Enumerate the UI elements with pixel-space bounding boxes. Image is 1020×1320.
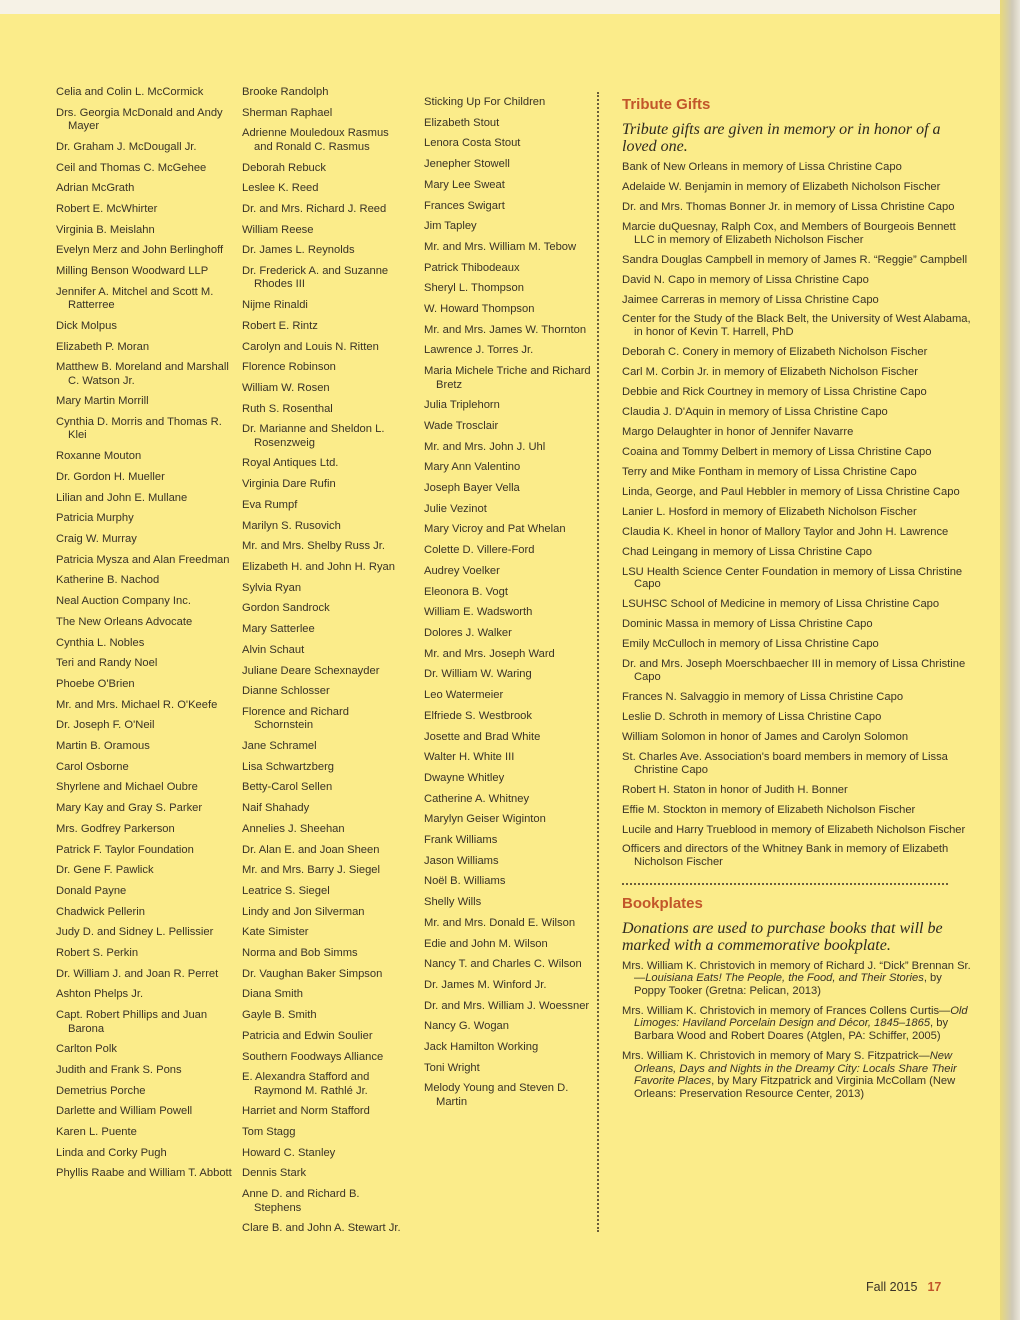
list-item: Nijme Rinaldi [242,299,308,312]
list-item: Eleonora B. Vogt [424,585,508,598]
list-item: David N. Capo in memory of Lissa Christine Capo [622,273,869,286]
list-item: Elizabeth P. Moran [56,340,150,353]
list-item: Virginia B. Meislahn [56,223,155,236]
list-item: Wade Trosclair [424,419,499,432]
list-item: Mr. and Mrs. Joseph Ward [424,647,555,660]
list-item: Jennifer A. Mitchel and Scott M. Ratterree [56,285,214,312]
list-item: Maria Michele Triche and Richard Bretz [424,365,591,391]
list-item: LSU Health Science Center Foundation in memory of Lissa Christine Capo [622,565,963,591]
list-item: Dr. Frederick A. and Suzanne Rhodes III [242,265,389,291]
list-item: Lanier L. Hosford in memory of Elizabeth Nicholson Fischer [622,505,917,518]
list-item: Ashton Phelps Jr. [56,988,144,1001]
list-item: E. Alexandra Stafford and Raymond M. Rathlé Jr. [242,1071,370,1097]
bookplate-pre: Mrs. William K. Christovich in memory of Richard J. “Dick” Brennan Sr.— [622,959,971,985]
list-item: Elizabeth H. and John H. Ryan [242,560,395,573]
list-item: Demetrius Porche [56,1084,146,1097]
list-item: Patricia Murphy [56,512,134,525]
list-item: Audrey Voelker [424,564,500,577]
list-item: Eva Rumpf [242,498,298,511]
list-item: Evelyn Merz and John Berlinghoff [56,244,224,257]
list-item: Diana Smith [242,988,303,1001]
list-item: Dr. and Mrs. Richard J. Reed [242,202,387,215]
list-item: Terry and Mike Fontham in memory of Lissa Christine Capo [622,465,917,478]
list-item: Leo Watermeier [424,689,504,702]
list-item: Toni Wright [424,1061,480,1074]
list-item: Patricia and Edwin Soulier [242,1029,373,1042]
list-item: Noël B. Williams [424,875,506,888]
list-item: Milling Benson Woodward LLP [56,265,209,278]
bookplates-list [622,960,972,1101]
list-item: Effie M. Stockton in memory of Elizabeth Nicholson Fischer [622,803,916,816]
bookplate-book: Old Limoges: Haviland Porcelain Design and Décor, 1845–1865 [634,1004,968,1030]
bookplate-book: New Orleans, Days and Nights in the Dreamy City: Locals Share Their Favorite Places [634,1050,957,1088]
list-item: Margo Delaughter in honor of Jennifer Navarre [622,426,854,438]
list-item: Chad Leingang in memory of Lissa Christine Capo [622,545,872,558]
list-item: Robert E. McWhirter [56,202,158,215]
list-item: Drs. Georgia McDonald and Andy Mayer [56,106,223,133]
list-item: Dominic Massa in memory of Lissa Christine Capo [622,618,873,631]
list-item: Frances Swigart [424,199,505,212]
list-item: Matthew B. Moreland and Marshall C. Watson Jr. [56,361,229,387]
list-item: Linda and Corky Pugh [56,1146,167,1159]
list-item: Jenepher Stowell [424,158,510,171]
list-item: Mr. and Mrs. William M. Tebow [424,240,577,253]
list-item: Alvin Schaut [242,643,305,656]
list-item: Jaimee Carreras in memory of Lissa Christine Capo [622,293,879,306]
list-item: W. Howard Thompson [424,303,535,316]
list-item: Lucile and Harry Trueblood in memory of Elizabeth Nicholson Fischer [622,823,966,836]
list-item: Adrian McGrath [56,182,135,195]
bookplate-pre: Mrs. William K. Christovich in memory of Frances Collens Curtis— [622,1004,951,1017]
page-top-edge [0,0,1020,14]
list-item: Sherman Raphael [242,106,333,119]
list-item: Capt. Robert Phillips and Juan Barona [56,1009,208,1035]
list-item: Bank of New Orleans in memory of Lissa Christine Capo [622,161,902,173]
list-item: Walter H. White III [424,751,515,764]
list-item: William W. Rosen [242,381,330,394]
list-item: Dr. Gene F. Pawlick [56,864,154,877]
list-item: Dr. James M. Winford Jr. [424,978,547,991]
donor-column-3 [424,96,594,1117]
list-item: Karen L. Puente [56,1126,137,1139]
list-item: Marcie duQuesnay, Ralph Cox, and Members of Bourgeois Bennett LLC in memory of Elizabeth Nicholson Fischer [622,220,956,246]
bookplate-post: , by Mary Fitzpatrick and Virginia McCollam (New Orleans: Preservation Resource Center, 2013) [634,1075,956,1100]
list-item: Katherine B. Nachod [56,574,160,587]
list-item: Betty-Carol Sellen [242,781,333,794]
list-item: Leatrice S. Siegel [242,884,330,897]
section-divider [622,883,948,885]
list-item: Sandra Douglas Campbell in memory of James R. “Reggie” Campbell [622,253,968,266]
list-item: Frances N. Salvaggio in memory of Lissa Christine Capo [622,691,904,703]
list-item: Lisa Schwartzberg [242,760,335,773]
list-item: Harriet and Norm Stafford [242,1105,370,1118]
bookplate-pre: Mrs. William K. Christovich in memory of Mary S. Fitzpatrick— [622,1050,930,1063]
list-item: Sylvia Ryan [242,581,302,594]
list-item: Colette D. Villere-Ford [424,544,535,557]
list-item: Dianne Schlosser [242,685,330,698]
list-item: Coaina and Tommy Delbert in memory of Lissa Christine Capo [622,445,932,458]
list-item: Norma and Bob Simms [242,947,358,960]
tribute-gifts-list [622,161,972,869]
list-item: Dr. and Mrs. William J. Woessner [424,999,590,1012]
list-item: Roxanne Mouton [56,450,142,463]
list-item: Ruth S. Rosenthal [242,402,333,415]
list-item: Mary Satterlee [242,623,315,636]
list-item: Mary Lee Sweat [424,178,505,191]
list-item: Frank Williams [424,834,498,847]
list-item: Dennis Stark [242,1167,307,1180]
bookplate-item [622,1050,972,1100]
list-item: Dr. Alan E. and Joan Sheen [242,843,380,856]
list-item: Carlton Polk [56,1043,117,1056]
list-item: Dr. Gordon H. Mueller [56,470,165,483]
list-item: Nancy T. and Charles C. Wilson [424,958,582,971]
list-item: Edie and John M. Wilson [424,937,548,950]
bookplate-item [622,1005,972,1043]
list-item: Lenora Costa Stout [424,137,521,150]
list-item: Carl M. Corbin Jr. in memory of Elizabeth Nicholson Fischer [622,366,918,379]
list-item: Cynthia L. Nobles [56,636,145,649]
list-item: Florence Robinson [242,361,336,374]
list-item: Lawrence J. Torres Jr. [424,344,534,357]
list-item: Mr. and Mrs. Shelby Russ Jr. [242,540,385,553]
list-item: William Solomon in honor of James and Carolyn Solomon [622,730,909,743]
list-item: Craig W. Murray [56,532,137,545]
list-item: Claudia K. Kheel in honor of Mallory Taylor and John H. Lawrence [622,525,949,538]
list-item: Lindy and Jon Silverman [242,905,365,918]
list-item: Royal Antiques Ltd. [242,457,339,470]
list-item: Dr. William J. and Joan R. Perret [56,967,219,980]
list-item: Florence and Richard Schornstein [242,705,349,732]
list-item: Adrienne Mouledoux Rasmus and Ronald C. Rasmus [242,127,389,153]
list-item: Elizabeth Stout [424,116,500,129]
list-item: Catherine A. Whitney [424,792,530,805]
list-item: Ceil and Thomas C. McGehee [56,161,207,174]
list-item: Tom Stagg [242,1126,296,1139]
list-item: Dolores J. Walker [424,626,512,639]
list-item: Dick Molpus [56,319,117,332]
list-item: Juliane Deare Schexnayder [242,664,380,677]
list-item: Donald Payne [56,884,127,897]
list-item: Adelaide W. Benjamin in memory of Elizabeth Nicholson Fischer [622,180,941,193]
list-item: Dr. Vaughan Baker Simpson [242,967,383,980]
list-item: Julia Triplehorn [424,399,500,412]
list-item: Josette and Brad White [424,730,541,743]
page-binding-edge [1000,0,1020,1320]
list-item: Celia and Colin L. McCormick [56,86,204,98]
page-number: 17 [927,1280,942,1294]
list-item: Shelly Wills [424,896,482,909]
issue-label: Fall 2015 [866,1280,918,1294]
list-item: Julie Vezinot [424,502,487,515]
list-item: Marylyn Geiser Wiginton [424,813,546,826]
bookplates-heading: Bookplates [622,894,703,912]
list-item: Jane Schramel [242,740,317,753]
list-item: Joseph Bayer Vella [424,482,520,495]
list-item: Dr. Joseph F. O'Neil [56,719,155,732]
list-item: Lilian and John E. Mullane [56,491,188,504]
list-item: Linda, George, and Paul Hebbler in memory of Lissa Christine Capo [622,485,960,498]
list-item: Gayle B. Smith [242,1009,317,1022]
list-item: Jim Tapley [424,220,477,233]
list-item: Leslie D. Schroth in memory of Lissa Christine Capo [622,710,882,723]
list-item: Judith and Frank S. Pons [56,1063,182,1076]
list-item: Dr. William W. Waring [424,668,532,681]
list-item: LSUHSC School of Medicine in memory of Lissa Christine Capo [622,598,940,611]
list-item: Darlette and William Powell [56,1105,193,1118]
list-item: Carolyn and Louis N. Ritten [242,340,379,353]
list-item: Kate Simister [242,926,309,939]
list-item: Neal Auction Company Inc. [56,595,191,608]
list-item: William Reese [242,223,314,236]
list-item: Nancy G. Wogan [424,1020,509,1033]
list-item: Jack Hamilton Working [424,1041,539,1054]
bookplate-item [622,960,972,998]
list-item: Mary Vicroy and Pat Whelan [424,523,566,536]
list-item: Mary Ann Valentino [424,461,521,474]
list-item: Teri and Randy Noel [56,657,158,670]
list-item: Mary Kay and Gray S. Parker [56,802,203,815]
list-item: Dr. Graham J. McDougall Jr. [56,140,197,153]
list-item: Deborah C. Conery in memory of Elizabeth Nicholson Fischer [622,346,928,359]
list-item: Virginia Dare Rufin [242,478,336,491]
list-item: Southern Foodways Alliance [242,1050,384,1063]
list-item: Patricia Mysza and Alan Freedman [56,553,230,566]
list-item: Robert E. Rintz [242,319,318,332]
list-item: Anne D. and Richard B. Stephens [242,1188,360,1214]
list-item: Mary Martin Morrill [56,395,149,408]
list-item: Howard C. Stanley [242,1146,336,1159]
list-item: St. Charles Ave. Association's board members in memory of Lissa Christine Capo [622,750,948,776]
list-item: Jason Williams [424,854,499,867]
list-item: Patrick F. Taylor Foundation [56,843,194,856]
list-item: Brooke Randolph [242,86,329,98]
list-item: Dr. and Mrs. Thomas Bonner Jr. in memory of Lissa Christine Capo [622,200,955,213]
tribute-gifts-heading: Tribute Gifts [622,96,711,113]
list-item: Deborah Rebuck [242,161,326,174]
list-item: Sticking Up For Children [424,96,546,108]
list-item: The New Orleans Advocate [56,615,193,628]
list-item: Martin B. Oramous [56,740,150,753]
list-item: Mr. and Mrs. Michael R. O'Keefe [56,698,218,711]
bookplate-book: Louisiana Eats! The People, the Food, and Their Stories [645,972,924,985]
list-item: Officers and directors of the Whitney Bank in memory of Elizabeth Nicholson Fischer [622,843,949,869]
tribute-bookplates-panel [622,96,972,1108]
list-item: Mr. and Mrs. James W. Thornton [424,323,587,336]
list-item: Leslee K. Reed [242,182,319,195]
list-item: Carol Osborne [56,760,129,773]
list-item: Judy D. and Sidney L. Pellissier [56,926,214,939]
list-item: Mrs. Godfrey Parkerson [56,822,175,835]
list-item: Center for the Study of the Black Belt, the University of West Alabama, in honor of Kevin T. Harrell, PhD [622,313,971,339]
list-item: Phoebe O'Brien [56,677,135,690]
bookplate-post: , by Barbara Wood and Robert Doares (Atglen, PA: Schiffer, 2005) [634,1017,949,1043]
list-item: Mr. and Mrs. Donald E. Wilson [424,916,576,929]
bookplates-subtitle: Donations are used to purchase books that will be marked with a commemorative bookplate. [622,919,943,954]
list-item: Robert S. Perkin [56,947,139,960]
tribute-gifts-subtitle: Tribute gifts are given in memory or in honor of a loved one. [622,121,941,155]
list-item: Melody Young and Steven D. Martin [424,1082,569,1108]
list-item: Cynthia D. Morris and Thomas R. Klei [56,416,222,442]
list-item: Mr. and Mrs. Barry J. Siegel [242,864,381,877]
list-item: Claudia J. D'Aquin in memory of Lissa Christine Capo [622,406,888,419]
list-item: Patrick Thibodeaux [424,261,520,274]
bookplate-post: , by Poppy Tooker (Gretna: Pelican, 2013) [634,972,942,997]
list-item: Gordon Sandrock [242,602,330,615]
list-item: Chadwick Pellerin [56,905,145,918]
list-item: Sheryl L. Thompson [424,282,524,295]
list-item: Marilyn S. Rusovich [242,519,341,532]
list-item: Dr. and Mrs. Joseph Moerschbaecher III in memory of Lissa Christine Capo [622,658,966,684]
page-footer [866,1280,941,1294]
list-item: William E. Wadsworth [424,606,533,619]
list-item: Phyllis Raabe and William T. Abbott [56,1167,232,1180]
donor-column-2 [242,86,408,1243]
column-divider [597,92,599,1232]
list-item: Naif Shahady [242,802,310,815]
list-item: Dr. Marianne and Sheldon L. Rosenzweig [242,423,385,449]
donor-column-1 [56,86,234,1188]
list-item: Dwayne Whitley [424,771,505,784]
list-item: Shyrlene and Michael Oubre [56,781,198,794]
list-item: Emily McCulloch in memory of Lissa Christine Capo [622,638,879,651]
list-item: Clare B. and John A. Stewart Jr. [242,1222,401,1235]
list-item: Annelies J. Sheehan [242,822,345,835]
list-item: Mr. and Mrs. John J. Uhl [424,440,546,453]
list-item: Debbie and Rick Courtney in memory of Lissa Christine Capo [622,386,927,399]
list-item: Elfriede S. Westbrook [424,709,532,722]
list-item: Robert H. Staton in honor of Judith H. Bonner [622,783,848,796]
list-item: Dr. James L. Reynolds [242,244,355,257]
